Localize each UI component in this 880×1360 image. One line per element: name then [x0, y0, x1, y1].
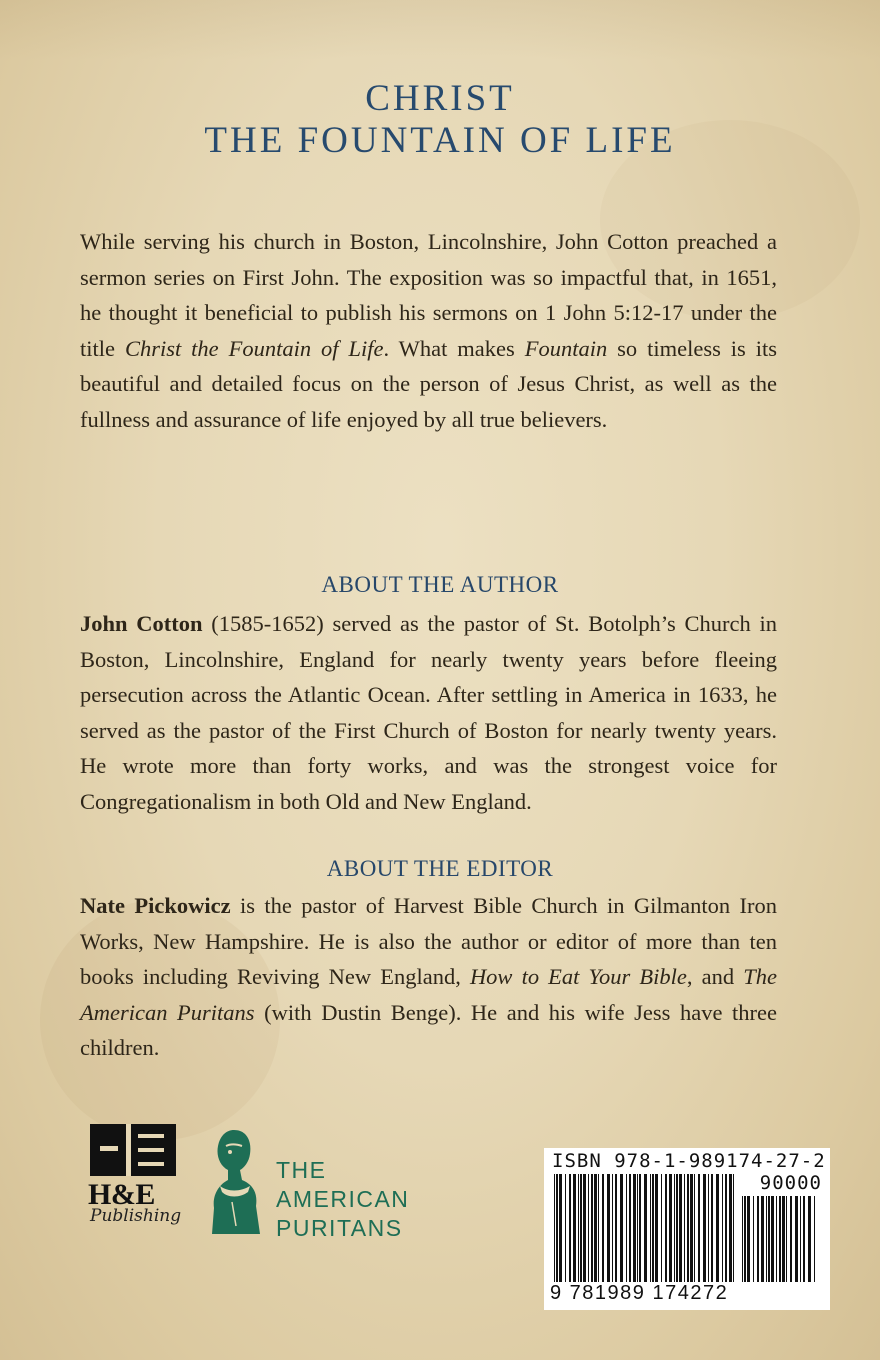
ean-bars: [552, 1174, 738, 1282]
barcode-bar: [626, 1174, 627, 1282]
barcode-bar: [800, 1196, 801, 1282]
barcode-bar: [733, 1174, 734, 1282]
addon-bars: [740, 1196, 820, 1282]
barcode-bar: [588, 1174, 589, 1282]
intro-text: so timeless is its beautiful and detailed focus on the person of Jesus Christ, as well as the fullness and assurance of life enjoyed by all true believers.: [80, 335, 777, 432]
barcode-bar: [607, 1174, 610, 1282]
barcode-bar: [594, 1174, 597, 1282]
publisher-sub: Publishing: [90, 1206, 182, 1226]
series-logo: [206, 1126, 410, 1243]
barcode-bar: [615, 1174, 617, 1282]
barcode-bar: [559, 1174, 562, 1282]
about-editor-heading: ABOUT THE EDITOR: [326, 856, 554, 881]
editor-bio-text: , and: [686, 964, 744, 989]
barcode-bar: [722, 1174, 723, 1282]
barcode-bar: [633, 1174, 636, 1282]
series-logo-line1: THE: [276, 1157, 327, 1183]
publisher-logo: [88, 1124, 182, 1226]
barcode-bar: [782, 1196, 785, 1282]
book-title-line2: THE FOUNTAIN OF LIFE: [204, 120, 676, 161]
barcode-bar: [679, 1174, 682, 1282]
author-bio-text: (1585-1652) served as the pastor of St. Botolph’s Church in Boston, Lincolnshire, England for nearly twenty years before fleeing persecution across the Atlantic Ocean. After settling in America in 1633, he served as the pastor of the First Church of Boston for nearly twenty years. He wrote more than forty works, and was the strongest voice for Congregationalism in both Old and New England.: [80, 611, 777, 814]
barcode-bar: [786, 1196, 787, 1282]
barcode-bar: [711, 1174, 713, 1282]
barcode-bar: [694, 1174, 695, 1282]
price-code: 90000: [759, 1172, 822, 1194]
intro-paragraph: [80, 224, 777, 437]
barcode-bar: [650, 1174, 651, 1282]
barcode-bar: [766, 1196, 767, 1282]
intro-text: . What makes: [383, 335, 525, 361]
barcode-bar: [744, 1196, 746, 1282]
publisher-name: H&E: [88, 1178, 155, 1211]
barcode-bar: [580, 1174, 582, 1282]
author-bio: [80, 606, 777, 819]
barcode-bar: [703, 1174, 706, 1282]
barcode-bar: [790, 1196, 792, 1282]
barcode-bar: [768, 1196, 770, 1282]
barcode-bar: [674, 1174, 675, 1282]
series-logo-line3: PURITANS: [276, 1215, 403, 1241]
barcode-bar: [753, 1196, 754, 1282]
series-logo-text: [276, 1156, 409, 1243]
about-author-heading: ABOUT THE AUTHOR: [321, 572, 559, 597]
paper-edge: [0, 0, 880, 60]
barcode-bar: [687, 1174, 689, 1282]
puritan-portrait-icon: [206, 1126, 266, 1238]
book-title-line1: CHRIST: [365, 78, 515, 119]
barcode-bar: [569, 1174, 571, 1282]
isbn-label: ISBN 978-1-989174-27-2: [552, 1150, 826, 1172]
barcode-bar: [620, 1174, 623, 1282]
barcode-bar: [742, 1196, 743, 1282]
barcode-bar: [808, 1196, 811, 1282]
barcode-bar: [554, 1174, 555, 1282]
barcode-bar: [565, 1174, 566, 1282]
barcode-bar: [556, 1174, 558, 1282]
series-logo-line2: AMERICAN: [276, 1186, 410, 1212]
barcode-bar: [757, 1196, 759, 1282]
isbn-barcode: [544, 1148, 830, 1310]
barcode-bar: [725, 1174, 727, 1282]
barcode-bar: [776, 1196, 777, 1282]
editor-book1: How to Eat Your Bible: [469, 964, 687, 989]
barcode-bar: [598, 1174, 599, 1282]
barcode-bar: [612, 1174, 613, 1282]
barcode-bar: [761, 1196, 764, 1282]
barcode-bar: [665, 1174, 667, 1282]
barcode-bar: [684, 1174, 685, 1282]
barcode-bar: [747, 1196, 750, 1282]
barcode-bar: [690, 1174, 693, 1282]
barcode-bar: [698, 1174, 700, 1282]
barcode-bar: [637, 1174, 638, 1282]
barcode-bar: [803, 1196, 805, 1282]
barcode-bar: [639, 1174, 641, 1282]
editor-bio-text: (with Dustin Benge). He and his wife Jess have three children.: [80, 999, 777, 1060]
barcode-bar: [814, 1196, 815, 1282]
barcode-bar: [716, 1174, 719, 1282]
barcode-bar: [669, 1174, 672, 1282]
barcode-bar: [652, 1174, 654, 1282]
barcode-bar: [578, 1174, 579, 1282]
author-name: John Cotton: [80, 611, 203, 636]
barcode-bar: [708, 1174, 709, 1282]
barcode-bar: [583, 1174, 586, 1282]
barcode-bar: [795, 1196, 798, 1282]
intro-text: While serving his church in Boston, Lincolnshire, John Cotton preached a sermon series on First John. The exposition was so impactful that, in 1651, he thought it beneficial to publish his sermons on 1 John 5:12-17 under the title: [80, 229, 777, 361]
editor-bio-text: is the pastor of Harvest Bible Church in Gilmanton Iron Works, New Hampshire. He is also the author or editor of more than ten books including Reviving New England,: [80, 893, 778, 989]
publisher-mark-icon: [90, 1124, 176, 1176]
barcode-bar: [591, 1174, 593, 1282]
barcode-bar: [573, 1174, 576, 1282]
barcode-bar: [779, 1196, 781, 1282]
barcode-bar: [729, 1174, 732, 1282]
editor-book2: The American Puritans: [80, 964, 777, 1025]
barcode-bar: [655, 1174, 658, 1282]
barcode-bar: [644, 1174, 647, 1282]
barcode-bar: [629, 1174, 631, 1282]
intro-book-title: Christ the Fountain of Life: [124, 335, 384, 361]
book-title: [0, 78, 880, 162]
barcode-bar: [676, 1174, 678, 1282]
barcode-bar: [771, 1196, 774, 1282]
intro-fountain: Fountain: [524, 335, 608, 361]
editor-name: Nate Pickowicz: [80, 893, 231, 918]
barcode-digits: 9 781989 174272: [550, 1282, 729, 1304]
barcode-bar: [602, 1174, 604, 1282]
barcode-bar: [661, 1174, 662, 1282]
editor-bio: [80, 888, 777, 1066]
